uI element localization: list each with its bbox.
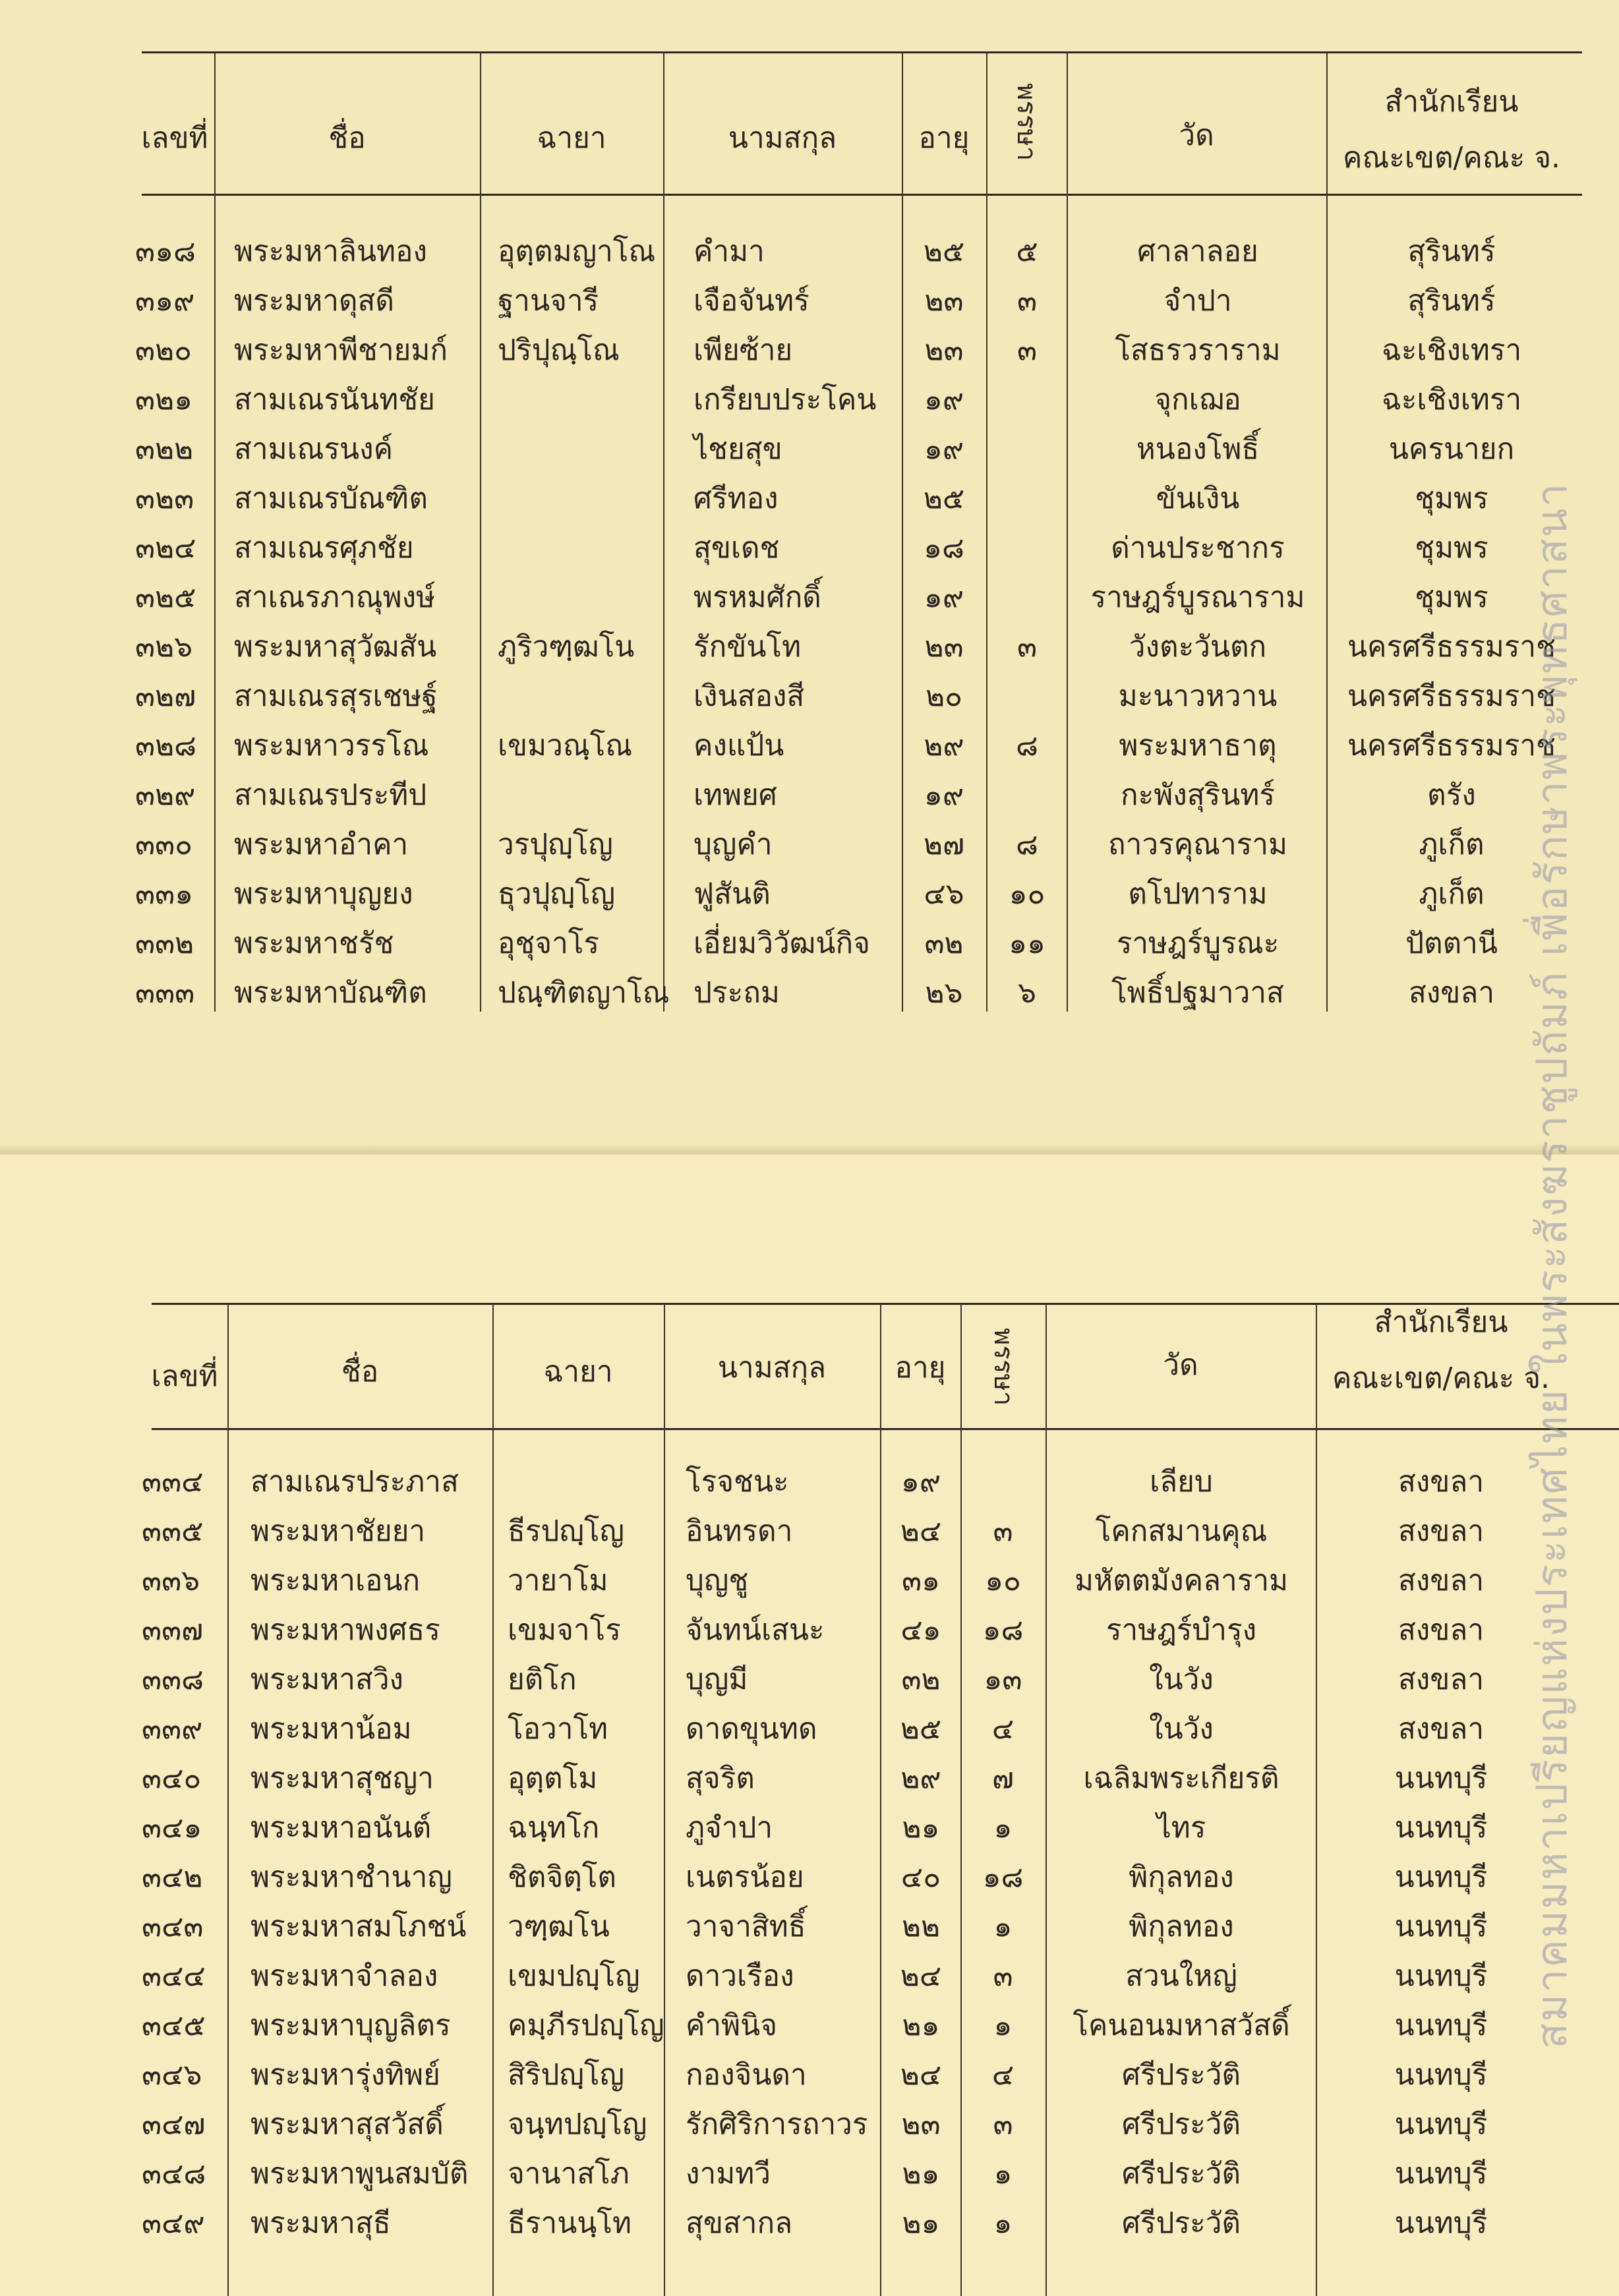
- cell-alias: วรปุญฺโญ: [498, 828, 613, 861]
- header-surname: นามสกุล: [717, 1351, 827, 1385]
- cell-alias: ยติโก: [508, 1663, 577, 1696]
- cell-phansa: ๑๐: [985, 1564, 1021, 1597]
- cell-age: ๑๘: [924, 531, 964, 565]
- cell-age: ๒๕: [923, 235, 965, 268]
- cell-surname: คงแป้น: [693, 729, 784, 762]
- cell-no: ๓๒๒: [135, 432, 194, 466]
- cell-no: ๓๒๗: [135, 679, 196, 713]
- cell-phansa: ๑๐: [1009, 877, 1045, 911]
- cell-temple: มหัตตมังคลาราม: [1074, 1564, 1289, 1597]
- cell-no: ๓๒๕: [135, 581, 196, 614]
- cell-temple: เลียบ: [1150, 1465, 1213, 1499]
- cell-school: นนทบุรี: [1394, 2157, 1488, 2191]
- cell-name: สาเณรภาณุพงษ์: [234, 581, 436, 614]
- cell-surname: ไชยสุข: [693, 432, 782, 466]
- cell-school: นนทบุรี: [1394, 2108, 1488, 2141]
- cell-surname: จันทน์เสนะ: [686, 1613, 825, 1647]
- cell-no: ๓๑๘: [135, 235, 196, 268]
- cell-temple: โพธิ์ปฐมาวาส: [1111, 976, 1284, 1010]
- cell-school: นนทบุรี: [1394, 1959, 1488, 1993]
- cell-phansa: ๑๘: [982, 1860, 1024, 1894]
- cell-no: ๓๓๑: [135, 877, 194, 911]
- cell-temple: ศรีประวัติ: [1121, 2157, 1241, 2191]
- cell-school: นครนายก: [1388, 432, 1515, 466]
- table-row: [0, 524, 1619, 573]
- cell-alias: ชิตจิตฺโต: [508, 1860, 616, 1894]
- table-row: [0, 1754, 1619, 1803]
- cell-surname: ประถม: [693, 976, 780, 1010]
- cell-name: พระมหาสุชญา: [250, 1762, 434, 1795]
- cell-school: นนทบุรี: [1394, 2009, 1488, 2042]
- cell-surname: รักศิริการถาวร: [686, 2108, 868, 2141]
- cell-no: ๓๒๘: [135, 729, 197, 762]
- cell-school: นครศรีธรรมราช: [1347, 679, 1556, 713]
- table-row: [0, 969, 1619, 1018]
- cell-age: ๓๒: [924, 927, 964, 960]
- cell-alias: อุชุจาโร: [498, 927, 600, 960]
- cell-temple: ศรีประวัติ: [1121, 2206, 1241, 2240]
- cell-alias: ปณฺฑิตญาโณ: [498, 976, 670, 1010]
- cell-alias: ปริปุณฺโณ: [498, 333, 620, 367]
- cell-alias: เขมวณฺโณ: [498, 729, 633, 762]
- cell-surname: งามทวี: [686, 2157, 771, 2191]
- cell-temple: ศรีประวัติ: [1121, 2058, 1241, 2092]
- header-phansa: พรรษา: [988, 1327, 1018, 1406]
- cell-name: พระมหาชรัช: [234, 927, 394, 960]
- cell-age: ๒๑: [902, 2206, 940, 2240]
- cell-phansa: ๑: [993, 1811, 1013, 1845]
- cell-no: ๓๔๒: [142, 1860, 203, 1894]
- cell-no: ๓๒๓: [135, 482, 194, 515]
- cell-alias: อุตฺตโม: [508, 1762, 598, 1795]
- cell-school: ชุมพร: [1415, 581, 1488, 614]
- cell-no: ๓๔๑: [142, 1811, 202, 1845]
- cell-age: ๒๑: [902, 1811, 940, 1845]
- cell-temple: ราษฎร์บูรณาราม: [1090, 581, 1305, 614]
- cell-school: สงขลา: [1398, 1564, 1485, 1597]
- cell-temple: จุกเฌอ: [1154, 383, 1241, 416]
- cell-no: ๓๔๐: [142, 1762, 202, 1795]
- cell-alias: ธีรานนฺโท: [508, 2206, 632, 2240]
- cell-phansa: ๓: [993, 1514, 1013, 1548]
- cell-age: ๑๙: [924, 778, 964, 812]
- table-row: [0, 1705, 1619, 1754]
- cell-age: ๑๙: [924, 581, 964, 614]
- cell-school: ฉะเชิงเทรา: [1381, 333, 1522, 367]
- cell-school: ตรัง: [1427, 778, 1476, 812]
- cell-age: ๒๗: [923, 828, 965, 861]
- table-row: [0, 2199, 1619, 2248]
- cell-surname: บุญมี: [686, 1663, 748, 1696]
- header-age: อายุ: [918, 121, 970, 155]
- cell-school: นนทบุรี: [1394, 2206, 1488, 2240]
- cell-name: พระมหาสมโภชน์: [250, 1910, 467, 1943]
- cell-name: พระมหาลินทอง: [234, 235, 427, 268]
- header-age: อายุ: [895, 1351, 946, 1385]
- table-row: [0, 227, 1619, 276]
- cell-name: พระมหาพีชายมก์: [234, 333, 448, 367]
- cell-alias: ธุวปุญฺโญ: [498, 877, 616, 911]
- cell-phansa: ๗: [991, 1762, 1015, 1795]
- cell-surname: เอี่ยมวิวัฒน์กิจ: [693, 927, 870, 960]
- cell-name: พระมหาชำนาญ: [250, 1860, 452, 1894]
- cell-school: ฉะเชิงเทรา: [1381, 383, 1522, 416]
- cell-temple: โคนอนมหาสวัสดิ์: [1073, 2009, 1290, 2042]
- cell-surname: ภูจำปา: [686, 1811, 773, 1845]
- cell-temple: ศรีประวัติ: [1121, 2108, 1241, 2141]
- cell-phansa: ๓: [1016, 333, 1038, 367]
- cell-phansa: ๓: [993, 1959, 1013, 1993]
- table-row: [0, 277, 1619, 326]
- table-body-bottom: [0, 1458, 1619, 2295]
- cell-age: ๒๑: [902, 2009, 940, 2042]
- cell-temple: ศาลาลอย: [1137, 235, 1258, 268]
- cell-alias: สิริปญฺโญ: [508, 2058, 625, 2092]
- cell-name: พระมหาชัยยา: [250, 1514, 426, 1548]
- cell-no: ๓๒๑: [135, 383, 193, 416]
- cell-no: ๓๓๗: [142, 1613, 204, 1647]
- cell-name: พระมหาสุธี: [250, 2206, 391, 2240]
- cell-name: พระมหาพูนสมบัติ: [250, 2157, 469, 2191]
- cell-alias: อุตฺตมญาโณ: [498, 235, 656, 268]
- cell-phansa: ๑: [993, 2157, 1013, 2191]
- cell-no: ๓๓๔: [142, 1465, 204, 1499]
- cell-school: ชุมพร: [1415, 482, 1488, 515]
- cell-age: ๓๑: [901, 1564, 940, 1597]
- cell-age: ๒๙: [924, 729, 964, 762]
- cell-age: ๔๑: [900, 1613, 941, 1647]
- cell-alias: วฑฺฒโน: [508, 1910, 610, 1943]
- cell-temple: โคกสมานคุณ: [1095, 1514, 1268, 1548]
- cell-school: สงขลา: [1398, 1613, 1485, 1647]
- cell-temple: ในวัง: [1149, 1712, 1214, 1746]
- cell-name: สามเณรศุภชัย: [234, 531, 414, 565]
- cell-age: ๒๓: [924, 333, 964, 367]
- cell-temple: ในวัง: [1149, 1663, 1214, 1696]
- cell-age: ๑๙: [900, 1465, 941, 1499]
- header-top-rule: [142, 51, 1582, 53]
- cell-name: พระมหารุ่งทิพย์: [250, 2058, 440, 2092]
- cell-alias: วายาโม: [508, 1564, 608, 1597]
- cell-temple: สวนใหญ่: [1125, 1959, 1237, 1993]
- cell-age: ๒๔: [900, 1514, 942, 1548]
- header-alias: ฉายา: [543, 1355, 613, 1389]
- header-school-line2: คณะเขต/คณะ จ.: [1342, 141, 1561, 175]
- cell-surname: ฟูสันติ: [693, 877, 771, 911]
- cell-name: พระมหาจำลอง: [250, 1959, 438, 1993]
- cell-school: นนทบุรี: [1394, 1762, 1488, 1795]
- cell-age: ๒๖: [925, 976, 963, 1010]
- cell-school: สงขลา: [1398, 1663, 1485, 1696]
- cell-name: สามเณรนงค์: [234, 432, 394, 466]
- table-body-top: [0, 227, 1619, 1018]
- cell-name: พระมหาบัณฑิต: [234, 976, 427, 1010]
- cell-phansa: ๕: [1016, 235, 1038, 268]
- cell-no: ๓๒๙: [135, 778, 196, 812]
- cell-no: ๓๓๓: [135, 976, 195, 1010]
- cell-surname: เนตรน้อย: [686, 1860, 804, 1894]
- cell-name: พระมหาสุสวัสดิ์: [250, 2108, 444, 2141]
- header-school-line1: สำนักเรียน: [1384, 85, 1519, 119]
- cell-surname: สุขเดช: [693, 531, 780, 565]
- header-phansa: พรรษา: [1011, 82, 1042, 161]
- table-row: [0, 870, 1619, 919]
- cell-alias: ธีรปญฺโญ: [508, 1514, 625, 1548]
- cell-age: ๔๐: [900, 1860, 941, 1894]
- cell-no: ๓๓๒: [135, 927, 194, 960]
- header-school-line1: สำนักเรียน: [1374, 1306, 1508, 1339]
- cell-age: ๒๕: [900, 1712, 942, 1746]
- header-temple: วัด: [1179, 119, 1214, 152]
- cell-surname: รักขันโท: [693, 630, 802, 664]
- cell-phansa: ๑๓: [984, 1663, 1022, 1696]
- cell-name: พระมหาอนันต์: [250, 1811, 432, 1845]
- header-alias: ฉายา: [537, 121, 606, 155]
- cell-name: พระมหาอำคา: [234, 828, 409, 861]
- cell-temple: พระมหาธาตุ: [1119, 729, 1277, 762]
- table-row: [0, 474, 1619, 523]
- table-row: [0, 919, 1619, 968]
- table-row: [0, 820, 1619, 869]
- cell-temple: มะนาวหวาน: [1118, 679, 1278, 713]
- cell-surname: เพียซ้าย: [693, 333, 793, 367]
- cell-school: นนทบุรี: [1394, 1811, 1488, 1845]
- cell-temple: จำปา: [1163, 284, 1232, 318]
- cell-phansa: ๘: [1016, 828, 1038, 861]
- cell-name: สามเณรประทีป: [234, 778, 427, 812]
- header-surname: นามสกุล: [728, 121, 837, 155]
- cell-school: นนทบุรี: [1394, 2058, 1488, 2092]
- header-school-line2: คณะเขต/คณะ จ.: [1332, 1362, 1550, 1395]
- cell-name: สามเณรประภาส: [250, 1465, 459, 1499]
- cell-school: สงขลา: [1398, 1514, 1485, 1548]
- table-bottom: [0, 1155, 1619, 2296]
- cell-no: ๓๔๓: [142, 1910, 204, 1943]
- table-row: [0, 2100, 1619, 2149]
- cell-alias: ฐานจารี: [498, 284, 599, 318]
- cell-surname: บุญชู: [686, 1564, 749, 1597]
- cell-surname: พรหมศักดิ์: [693, 581, 821, 614]
- cell-phansa: ๖: [1018, 976, 1036, 1010]
- header-temple: วัด: [1163, 1348, 1198, 1382]
- cell-alias: ภูริวฑฺฒโน: [498, 630, 635, 664]
- cell-age: ๒๒: [901, 1910, 940, 1943]
- cell-temple: ราษฎร์บูรณะ: [1116, 927, 1280, 960]
- table-row: [0, 376, 1619, 424]
- cell-phansa: ๑: [993, 1910, 1013, 1943]
- table-row: [0, 425, 1619, 474]
- cell-temple: พิกุลทอง: [1129, 1910, 1234, 1943]
- cell-school: สุรินทร์: [1407, 235, 1496, 268]
- cell-name: พระมหาสวิง: [250, 1663, 404, 1696]
- table-row: [0, 2001, 1619, 2050]
- table-row: [0, 1458, 1619, 1507]
- table-row: [0, 771, 1619, 820]
- cell-surname: สุจริต: [686, 1762, 755, 1795]
- cell-age: ๔๖: [924, 877, 964, 911]
- header-name: ชื่อ: [341, 1355, 379, 1389]
- cell-no: ๓๔๘: [142, 2157, 206, 2191]
- header-no: เลขที่: [141, 121, 208, 155]
- cell-age: ๒๓: [901, 2108, 941, 2141]
- cell-name: พระมหาวรรโณ: [234, 729, 429, 762]
- header-bottom-rule: [152, 1428, 1619, 1430]
- cell-surname: เงินสองสี: [693, 679, 805, 713]
- cell-age: ๑๙: [924, 383, 964, 416]
- cell-temple: หนองโพธิ์: [1136, 432, 1260, 466]
- cell-school: ภูเก็ต: [1419, 877, 1485, 911]
- table-row: [0, 1557, 1619, 1605]
- header-bottom-rule: [142, 194, 1582, 196]
- cell-alias: จานาสโภ: [508, 2157, 630, 2191]
- table-row: [0, 722, 1619, 770]
- cell-no: ๓๔๔: [142, 1959, 206, 1993]
- cell-phansa: ๓: [1016, 284, 1038, 318]
- cell-phansa: ๑: [993, 2206, 1013, 2240]
- cell-age: ๓๒: [901, 1663, 941, 1696]
- table-row: [0, 623, 1619, 672]
- cell-temple: ถาวรคุณาราม: [1108, 828, 1287, 861]
- table-row: [0, 2051, 1619, 2100]
- cell-surname: เกรียบประโคน: [693, 383, 877, 416]
- cell-temple: โสธรวราราม: [1115, 333, 1281, 367]
- cell-no: ๓๓๕: [142, 1514, 204, 1548]
- cell-age: ๒๐: [926, 679, 962, 713]
- table-row: [0, 1952, 1619, 2001]
- cell-age: ๒๓: [924, 284, 964, 318]
- cell-phansa: ๓: [1016, 630, 1038, 664]
- table-row: [0, 1853, 1619, 1902]
- cell-phansa: ๑๘: [982, 1613, 1024, 1647]
- cell-no: ๓๔๖: [142, 2058, 202, 2092]
- cell-name: สามเณรสุรเชษฐ์: [234, 679, 438, 713]
- table-row: [0, 1507, 1619, 1556]
- cell-temple: กะพังสุรินทร์: [1121, 778, 1275, 812]
- cell-temple: ราษฎร์บำรุง: [1105, 1613, 1257, 1647]
- cell-alias: จนฺทปญฺโญ: [508, 2108, 647, 2141]
- cell-school: สงขลา: [1398, 1712, 1485, 1746]
- cell-surname: ดาดขุนทด: [686, 1712, 817, 1746]
- cell-no: ๓๓๖: [142, 1564, 200, 1597]
- cell-phansa: ๔: [991, 2058, 1015, 2092]
- cell-surname: กองจินดา: [686, 2058, 807, 2092]
- cell-school: สงขลา: [1398, 1465, 1485, 1499]
- table-row: [0, 1903, 1619, 1951]
- cell-no: ๓๑๙: [135, 284, 195, 318]
- cell-surname: โรจชนะ: [686, 1465, 789, 1499]
- cell-no: ๓๔๙: [142, 2206, 205, 2240]
- table-row: [0, 1804, 1619, 1852]
- cell-surname: บุญคำ: [693, 828, 773, 861]
- cell-temple: ไทร: [1156, 1811, 1206, 1845]
- cell-name: พระมหาสุวัฒสัน: [234, 630, 437, 664]
- cell-phansa: ๓: [993, 2108, 1013, 2141]
- page-bottom: [0, 1155, 1619, 2296]
- cell-no: ๓๓๙: [142, 1712, 203, 1746]
- cell-school: นครศรีธรรมราช: [1347, 630, 1556, 664]
- watermark-text: สมาคมมหาเปรียญแห่งประเทศไทย ในพระสังฆราชูปถัมภ์ เพื่อรักษาพระพุทธศาสนา: [1528, 482, 1577, 2049]
- cell-alias: โอวาโท: [508, 1712, 608, 1746]
- table-row: [0, 326, 1619, 375]
- cell-surname: คำมา: [693, 235, 765, 268]
- cell-phansa: ๘: [1016, 729, 1038, 762]
- cell-school: นนทบุรี: [1394, 1910, 1488, 1943]
- table-row: [0, 573, 1619, 622]
- cell-temple: ขันเงิน: [1156, 482, 1240, 515]
- cell-school: สงขลา: [1408, 976, 1495, 1010]
- cell-age: ๒๔: [900, 1959, 942, 1993]
- header-name: ชื่อ: [328, 121, 366, 155]
- cell-surname: ศรีทอง: [693, 482, 779, 515]
- cell-school: ชุมพร: [1415, 531, 1488, 565]
- cell-name: พระมหาบุญลิตร: [250, 2009, 451, 2042]
- cell-surname: เทพยศ: [693, 778, 777, 812]
- cell-school: ปัตตานี: [1405, 927, 1498, 960]
- cell-phansa: ๑: [993, 2009, 1013, 2042]
- cell-age: ๒๓: [924, 630, 964, 664]
- table-row: [0, 672, 1619, 721]
- cell-alias: ฉนฺทโก: [508, 1811, 600, 1845]
- cell-surname: ดาวเรือง: [686, 1959, 794, 1993]
- cell-surname: เจือจันทร์: [693, 284, 810, 318]
- cell-phansa: ๔: [991, 1712, 1015, 1746]
- cell-temple: ตโปทาราม: [1128, 877, 1268, 911]
- cell-temple: วังตะวันตก: [1129, 630, 1267, 664]
- cell-name: พระมหาน้อม: [250, 1712, 412, 1746]
- cell-age: ๑๙: [924, 432, 964, 466]
- cell-age: ๒๙: [900, 1762, 941, 1795]
- cell-no: ๓๓๘: [142, 1663, 204, 1696]
- header-no: เลขที่: [151, 1360, 218, 1393]
- cell-surname: คำพินิจ: [686, 2009, 778, 2042]
- cell-no: ๓๔๕: [142, 2009, 206, 2042]
- cell-surname: อินทรดา: [686, 1514, 793, 1548]
- cell-temple: พิกุลทอง: [1129, 1860, 1234, 1894]
- cell-name: พระมหาบุญยง: [234, 877, 413, 911]
- cell-age: ๒๑: [902, 2157, 940, 2191]
- cell-school: นนทบุรี: [1394, 1860, 1488, 1894]
- cell-phansa: ๑๑: [1009, 927, 1045, 960]
- cell-temple: เฉลิมพระเกียรติ: [1083, 1762, 1280, 1795]
- cell-alias: เขมปญฺโญ: [508, 1959, 640, 1993]
- cell-name: สามเณรนันทชัย: [234, 383, 435, 416]
- cell-temple: ด่านประชากร: [1111, 531, 1285, 565]
- cell-age: ๒๔: [900, 2058, 942, 2092]
- cell-name: สามเณรบัณฑิต: [234, 482, 428, 515]
- cell-alias: คมฺภีรปญฺโญ: [508, 2009, 664, 2042]
- table-row: [0, 2150, 1619, 2198]
- cell-no: ๓๒๔: [135, 531, 196, 565]
- cell-no: ๓๓๐: [135, 828, 193, 861]
- cell-surname: วาจาสิทธิ์: [686, 1910, 806, 1943]
- table-row: [0, 1655, 1619, 1704]
- cell-surname: สุขสากล: [686, 2206, 793, 2240]
- cell-no: ๓๔๗: [142, 2108, 206, 2141]
- cell-name: พระมหาเอนก: [250, 1564, 421, 1597]
- cell-age: ๒๕: [923, 482, 965, 515]
- cell-no: ๓๒๖: [135, 630, 193, 664]
- cell-name: พระมหาพงศธร: [250, 1613, 440, 1647]
- cell-name: พระมหาดุสดี: [234, 284, 394, 318]
- cell-school: สุรินทร์: [1407, 284, 1496, 318]
- cell-school: นครศรีธรรมราช: [1347, 729, 1556, 762]
- cell-alias: เขมจาโร: [508, 1613, 621, 1647]
- cell-school: ภูเก็ต: [1419, 828, 1485, 861]
- cell-no: ๓๒๐: [135, 333, 192, 367]
- table-row: [0, 1606, 1619, 1655]
